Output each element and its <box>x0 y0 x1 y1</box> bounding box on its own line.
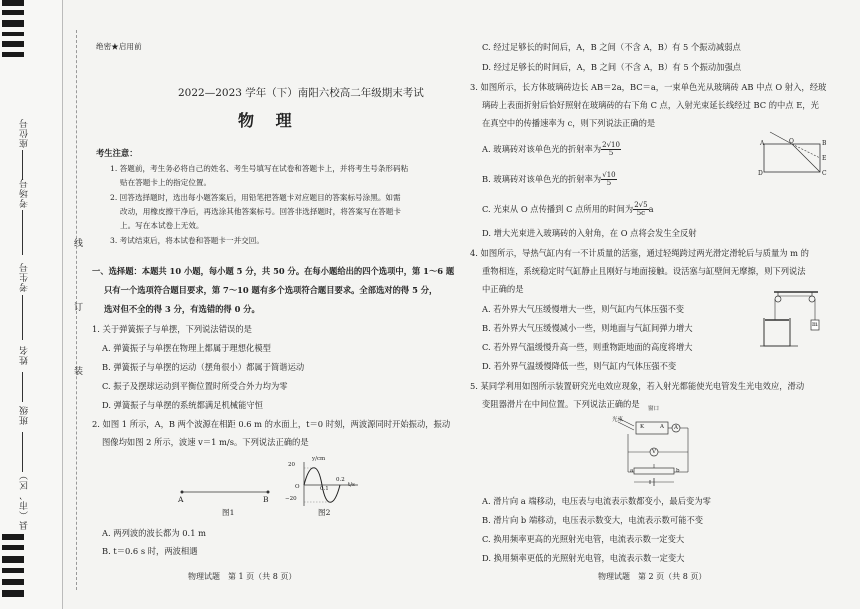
fraction-numerator: √10 <box>602 171 616 179</box>
student-number-line <box>22 295 23 340</box>
option-text: a <box>648 204 654 214</box>
note-line: 1. 答题前，考生务必将自己的姓名、考生号填写在试卷和答题卡上，并将考生号条形码粘 <box>110 164 409 173</box>
exam-room-line <box>22 210 23 255</box>
anode-label: A <box>660 424 664 430</box>
name-line <box>22 372 23 402</box>
rheostat-end-b: b <box>676 468 680 474</box>
voltmeter-label: V <box>652 449 656 455</box>
figure-2-y-axis-label: y/cm <box>312 456 326 462</box>
note-line: 2. 回答选择题时，选出每小题答案后，用铅笔把答题卡对应题目的答案标号涂黑。如需 <box>110 193 401 202</box>
question-4-option-c: C. 若外界气温缓慢升高一些，则重物距地面的高度将增大 <box>482 342 693 352</box>
question-5-option-d: D. 换用频率更低的光照射光电管，电流表示数一定变大 <box>482 553 685 563</box>
section-heading: 一、选择题：本题共 10 小题，每小题 5 分，共 50 分。在每小题给出的四个选项中，第 1～6 题 <box>92 266 455 276</box>
question-4-stem: 4. 如图所示，导热气缸内有一不计质量的活塞，通过轻绳跨过两光滑定滑轮后与质量为 m 的 <box>470 248 809 258</box>
figure-2-tick-20: 20 <box>288 462 295 468</box>
student-number-label: 考生号 <box>20 262 30 292</box>
barcode-bar <box>2 556 24 563</box>
fraction-numerator: 2√10 <box>602 141 620 149</box>
barcode-bar <box>2 0 24 6</box>
figure-2-tick-0-1: 0.1 <box>320 486 329 492</box>
page-2-footer: 物理试题 第 2 页（共 8 页） <box>598 572 707 581</box>
figure-label: D <box>758 170 763 177</box>
exam-room-label: 考场号 <box>20 178 30 208</box>
figure-2-origin: O <box>295 484 300 490</box>
figure-2-t-axis-label: t/s <box>348 482 355 488</box>
barcode-bar <box>2 20 24 27</box>
barcode-bar <box>2 534 24 540</box>
figure-2-caption: 图2 <box>318 508 331 517</box>
question-3-option-d: D. 增大光束进入玻璃砖的入射角，在 O 点将会发生全反射 <box>482 228 697 238</box>
question-5-option-b: B. 滑片向 b 端移动，电压表示数变大，电流表示数可能不变 <box>482 515 704 525</box>
fraction-denominator: 5 <box>606 179 612 187</box>
option-text: B. 玻璃砖对该单色光的折射率为 <box>482 174 602 184</box>
barcode-bar <box>2 568 24 573</box>
ammeter-label: A <box>674 425 678 431</box>
bind-word-staple: 订 <box>74 303 84 313</box>
fraction <box>633 202 648 217</box>
question-3-stem: 璃砖上表面折射后恰好照射在玻璃砖的右下角 C 点，入射光束延长线经过 BC 的中点 E，光 <box>482 100 819 110</box>
question-4-stem: 中正确的是 <box>482 284 524 294</box>
seat-number-label: 座位号 <box>20 118 30 148</box>
question-1-option-d: D. 弹簧振子与单摆的系统都满足机械能守恒 <box>102 400 263 410</box>
bind-word-line: 线 <box>74 239 84 249</box>
light-beam-label: 光束 <box>612 417 624 423</box>
seat-number-line <box>22 150 23 180</box>
figure-2-tick-minus-20: −20 <box>285 496 297 502</box>
question-3-option-b <box>482 172 617 187</box>
window-label: 窗口 <box>648 406 660 412</box>
note-line: 改动，用橡皮擦干净后，再选涂其他答案标号。回答非选择题时，将答案写在答题卡 <box>120 207 401 216</box>
class-line <box>22 432 23 472</box>
note-line: 3. 考试结束后，将本试卷和答题卡一并交回。 <box>110 236 264 245</box>
binding-strip <box>0 0 63 609</box>
subject-title: 物 理 <box>238 111 300 130</box>
option-text: C. 光束从 O 点传播到 C 点所用的时间为 <box>482 204 634 214</box>
name-label: 姓名 <box>20 345 30 365</box>
barcode-bar <box>2 545 24 550</box>
question-5-option-c: C. 换用频率更高的光照射光电管，电流表示数一定变大 <box>482 534 685 544</box>
question-4-stem: 重物相连，系统稳定时气缸静止且刚好与地面接触。设活塞与缸壁间无摩擦，则下列说法 <box>482 266 806 276</box>
figure-label: O <box>789 138 794 145</box>
figure-label: B <box>822 140 827 147</box>
figure-1-point-b: B <box>263 495 269 504</box>
fraction <box>601 142 621 157</box>
section-heading: 选对但不全的得 3 分，有选错的得 0 分。 <box>104 304 260 314</box>
rheostat-end-a: a <box>630 468 634 474</box>
question-2-option-a: A. 两列波的波长都为 0.1 m <box>102 528 206 538</box>
fraction-numerator: 2√5 <box>634 201 648 209</box>
barcode-bar <box>2 10 24 15</box>
fraction <box>601 172 616 187</box>
fraction-denominator: 5 <box>608 149 614 157</box>
bind-word-bind: 装 <box>74 367 84 377</box>
cathode-label: K <box>640 424 645 430</box>
question-3-stem: 3. 如图所示，长方体玻璃砖边长 AB＝2a，BC＝a，一束单色光从玻璃砖 AB 中点 O 射入，经玻 <box>470 82 827 92</box>
confidential-mark: 绝密★启用前 <box>96 42 142 51</box>
barcode-bar <box>2 579 24 585</box>
question-5-option-a: A. 滑片向 a 端移动，电压表与电流表示数都变小，最后变为零 <box>482 496 711 506</box>
barcode-bar <box>2 52 24 57</box>
question-3-stem: 在真空中的传播速率为 c，则下列说法正确的是 <box>482 118 656 128</box>
question-1-stem: 1. 关于弹簧振子与单摆，下列说法错误的是 <box>92 324 252 334</box>
question-4-option-a: A. 若外界大气压缓慢增大一些，则气缸内气体压强不变 <box>482 304 685 314</box>
class-label: 班级 <box>20 405 30 425</box>
note-line: 上。写在本试卷上无效。 <box>120 221 204 230</box>
section-heading: 只有一个选项符合题目要求，第 7～10 题有多个选项符合题目要求。全部选对的得 5 分， <box>104 285 438 295</box>
question-1-option-c: C. 振子及摆球运动到平衡位置时所受合外力均为零 <box>102 381 288 391</box>
question-5-stem: 变阻器滑片在中间位置。下列说法正确的是 <box>482 399 640 409</box>
question-1-option-a: A. 弹簧振子与单摆在物理上都属于理想化模型 <box>102 343 271 353</box>
question-4-option-d: D. 若外界气温缓慢降低一些，则气缸内气体压强不变 <box>482 361 677 371</box>
page-1-footer: 物理试题 第 1 页（共 8 页） <box>188 572 297 581</box>
mass-label: m <box>812 321 818 328</box>
county-label: 县（市、区） <box>20 470 30 530</box>
question-2-option-d: D. 经过足够长的时间后，A，B 之间（不含 A，B）有 5 个振动加强点 <box>482 62 742 72</box>
barcode-bar <box>2 41 24 47</box>
notes-heading: 考生注意： <box>96 148 138 158</box>
question-2-option-c: C. 经过足够长的时间后，A，B 之间（不含 A，B）有 5 个振动减弱点 <box>482 42 741 52</box>
question-3-option-c <box>482 202 654 217</box>
question-3-option-a <box>482 142 621 157</box>
question-2-option-b: B. t＝0.6 s 时，两波相遇 <box>102 546 198 556</box>
question-2-stem: 2. 如图 1 所示，A，B 两个波源在相距 0.6 m 的水面上，t＝0 时刻，两波源同时开始振动，振动 <box>92 419 451 429</box>
fraction-denominator: 5c <box>636 209 646 217</box>
figure-label: C <box>822 170 827 177</box>
exam-title: 2022—2023 学年（下）南阳六校高二年级期末考试 <box>178 87 424 99</box>
question-1-option-b: B. 弹簧振子与单摆的运动（摆角很小）都属于简谐运动 <box>102 362 305 372</box>
figure-label: A <box>760 140 765 147</box>
barcode-bar <box>2 32 24 36</box>
figure-1-caption: 图1 <box>222 508 235 517</box>
question-5-stem: 5. 某同学利用如图所示装置研究光电效应现象，若入射光都能使光电管发生光电效应，滑动 <box>470 381 805 391</box>
figure-2-tick-0-2: 0.2 <box>336 477 345 483</box>
question-4-cylinder-figure <box>760 290 830 350</box>
note-line: 贴在答题卡上的指定位置。 <box>120 178 212 187</box>
figure-1-point-a: A <box>178 495 184 504</box>
option-text: A. 玻璃砖对该单色光的折射率为 <box>482 144 602 154</box>
barcode-bar <box>2 590 24 597</box>
figure-label: E <box>822 155 827 162</box>
question-2-stem: 图像均如图 2 所示，波速 v＝1 m/s。下列说法正确的是 <box>102 437 309 447</box>
question-4-option-b: B. 若外界大气压缓慢减小一些，则地面与气缸间弹力增大 <box>482 323 693 333</box>
